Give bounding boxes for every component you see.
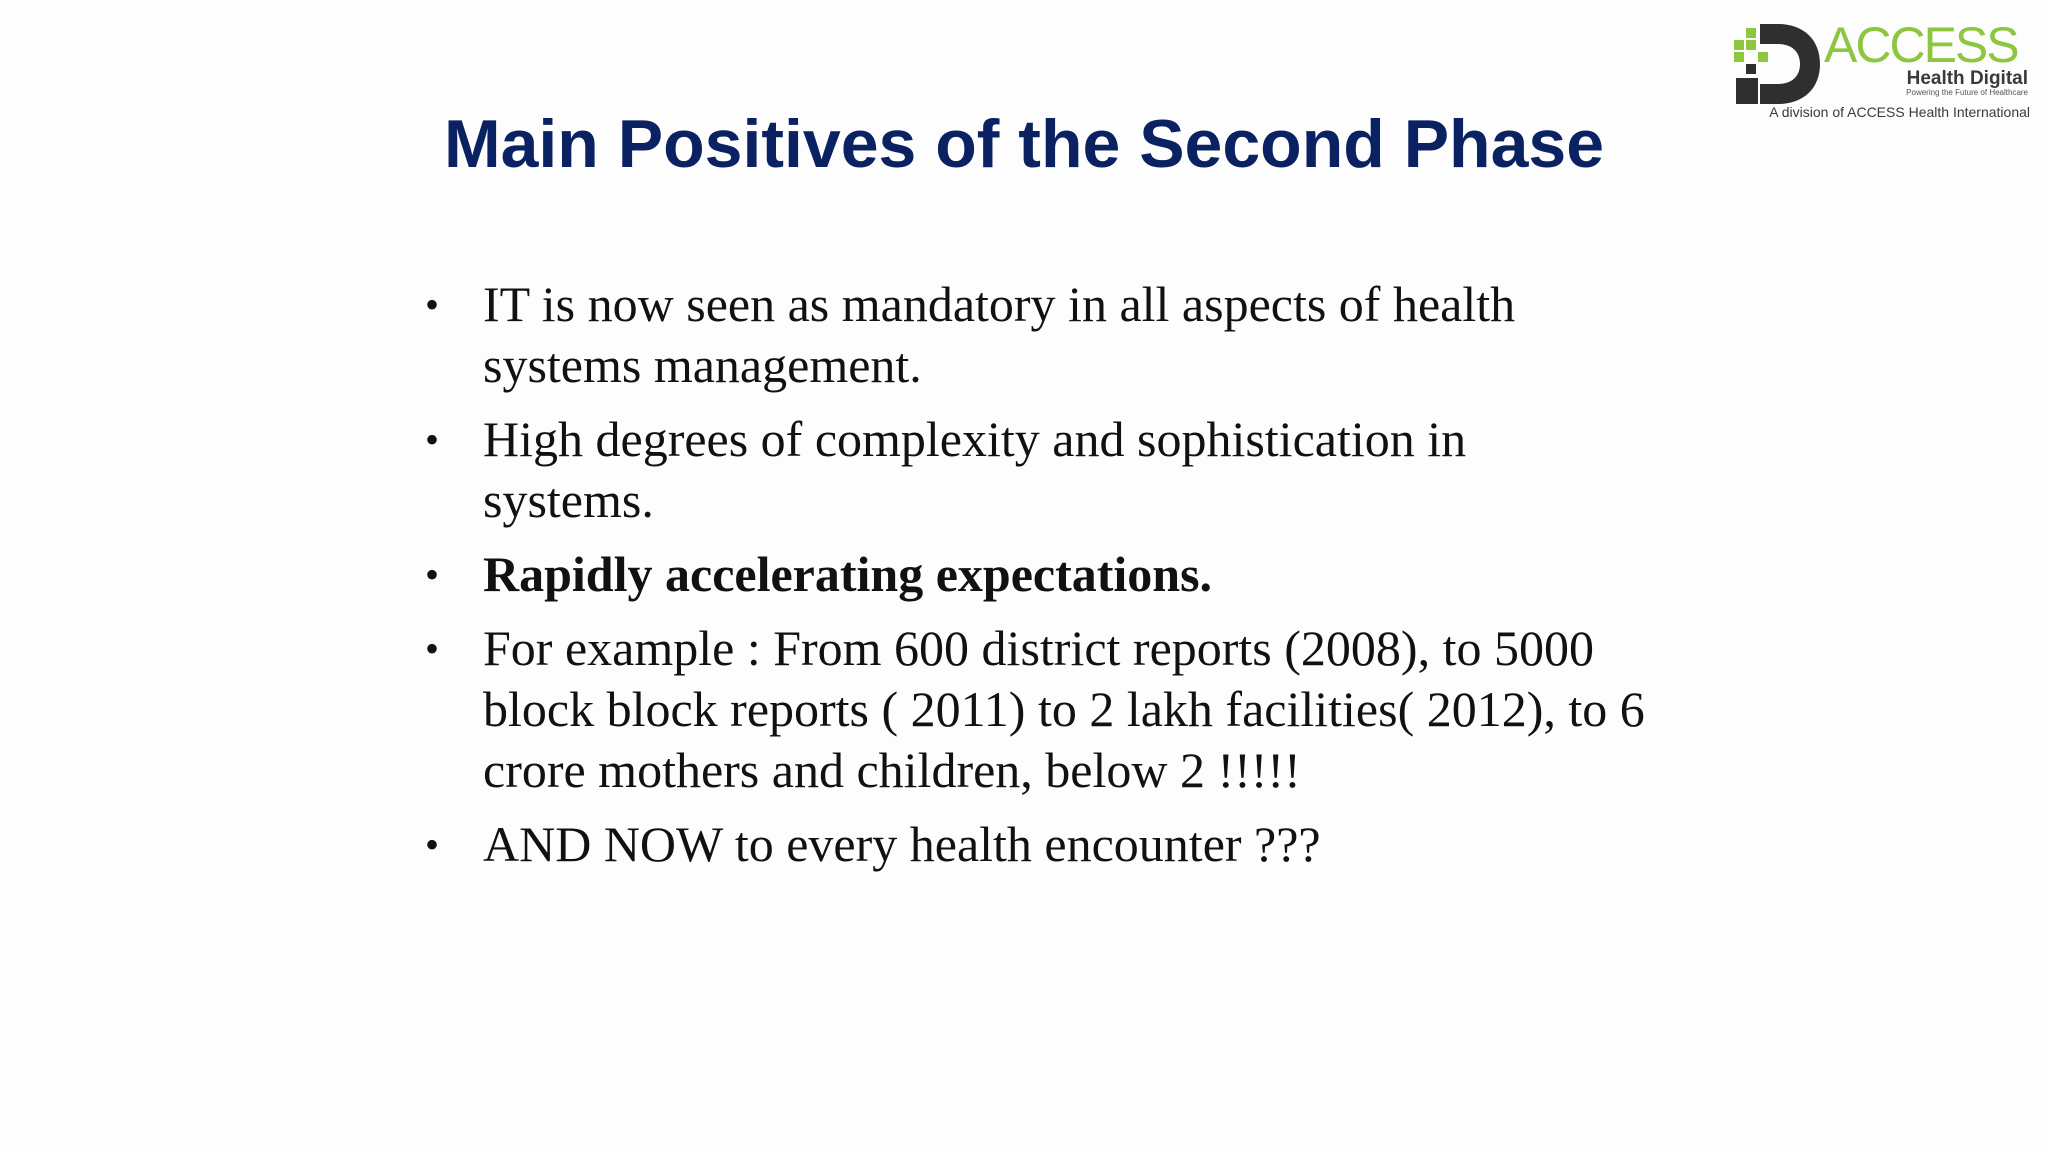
logo-tagline: Powering the Future of Healthcare (1906, 88, 2028, 97)
access-health-digital-logo-icon (1732, 20, 1824, 104)
bullet-text: IT is now seen as mandatory in all aspects of health systems management. (483, 276, 1516, 393)
bullet-item (425, 544, 1645, 605)
bullet-text: Rapidly accelerating expectations. (483, 546, 1213, 602)
logo-subtitle: Health Digital (1906, 68, 2028, 89)
bullet-text: AND NOW to every health encounter ??? (483, 816, 1321, 872)
bullet-list (425, 274, 1645, 888)
bullet-text: For example : From 600 district reports (2008), to 5000 block block reports ( 2011) to 2 lakh facilities( 2012), to 6 crore mothers and children, below 2 !!!!! (483, 620, 1645, 798)
bullet-dot-icon: • (425, 626, 440, 671)
logo-brand-text: ACCESS (1824, 17, 2018, 73)
bullet-item (425, 618, 1645, 801)
bullet-dot-icon: • (425, 552, 440, 597)
slide-title: Main Positives of the Second Phase (443, 106, 1605, 182)
bullet-dot-icon: • (425, 417, 440, 462)
logo-division-text: A division of ACCESS Health International (1769, 104, 2030, 120)
bullet-dot-icon: • (425, 282, 440, 327)
bullet-item (425, 274, 1645, 396)
bullet-item (425, 409, 1645, 531)
bullet-text: High degrees of complexity and sophistication in systems. (483, 411, 1467, 528)
bullet-dot-icon: • (425, 822, 440, 867)
bullet-item (425, 814, 1645, 875)
